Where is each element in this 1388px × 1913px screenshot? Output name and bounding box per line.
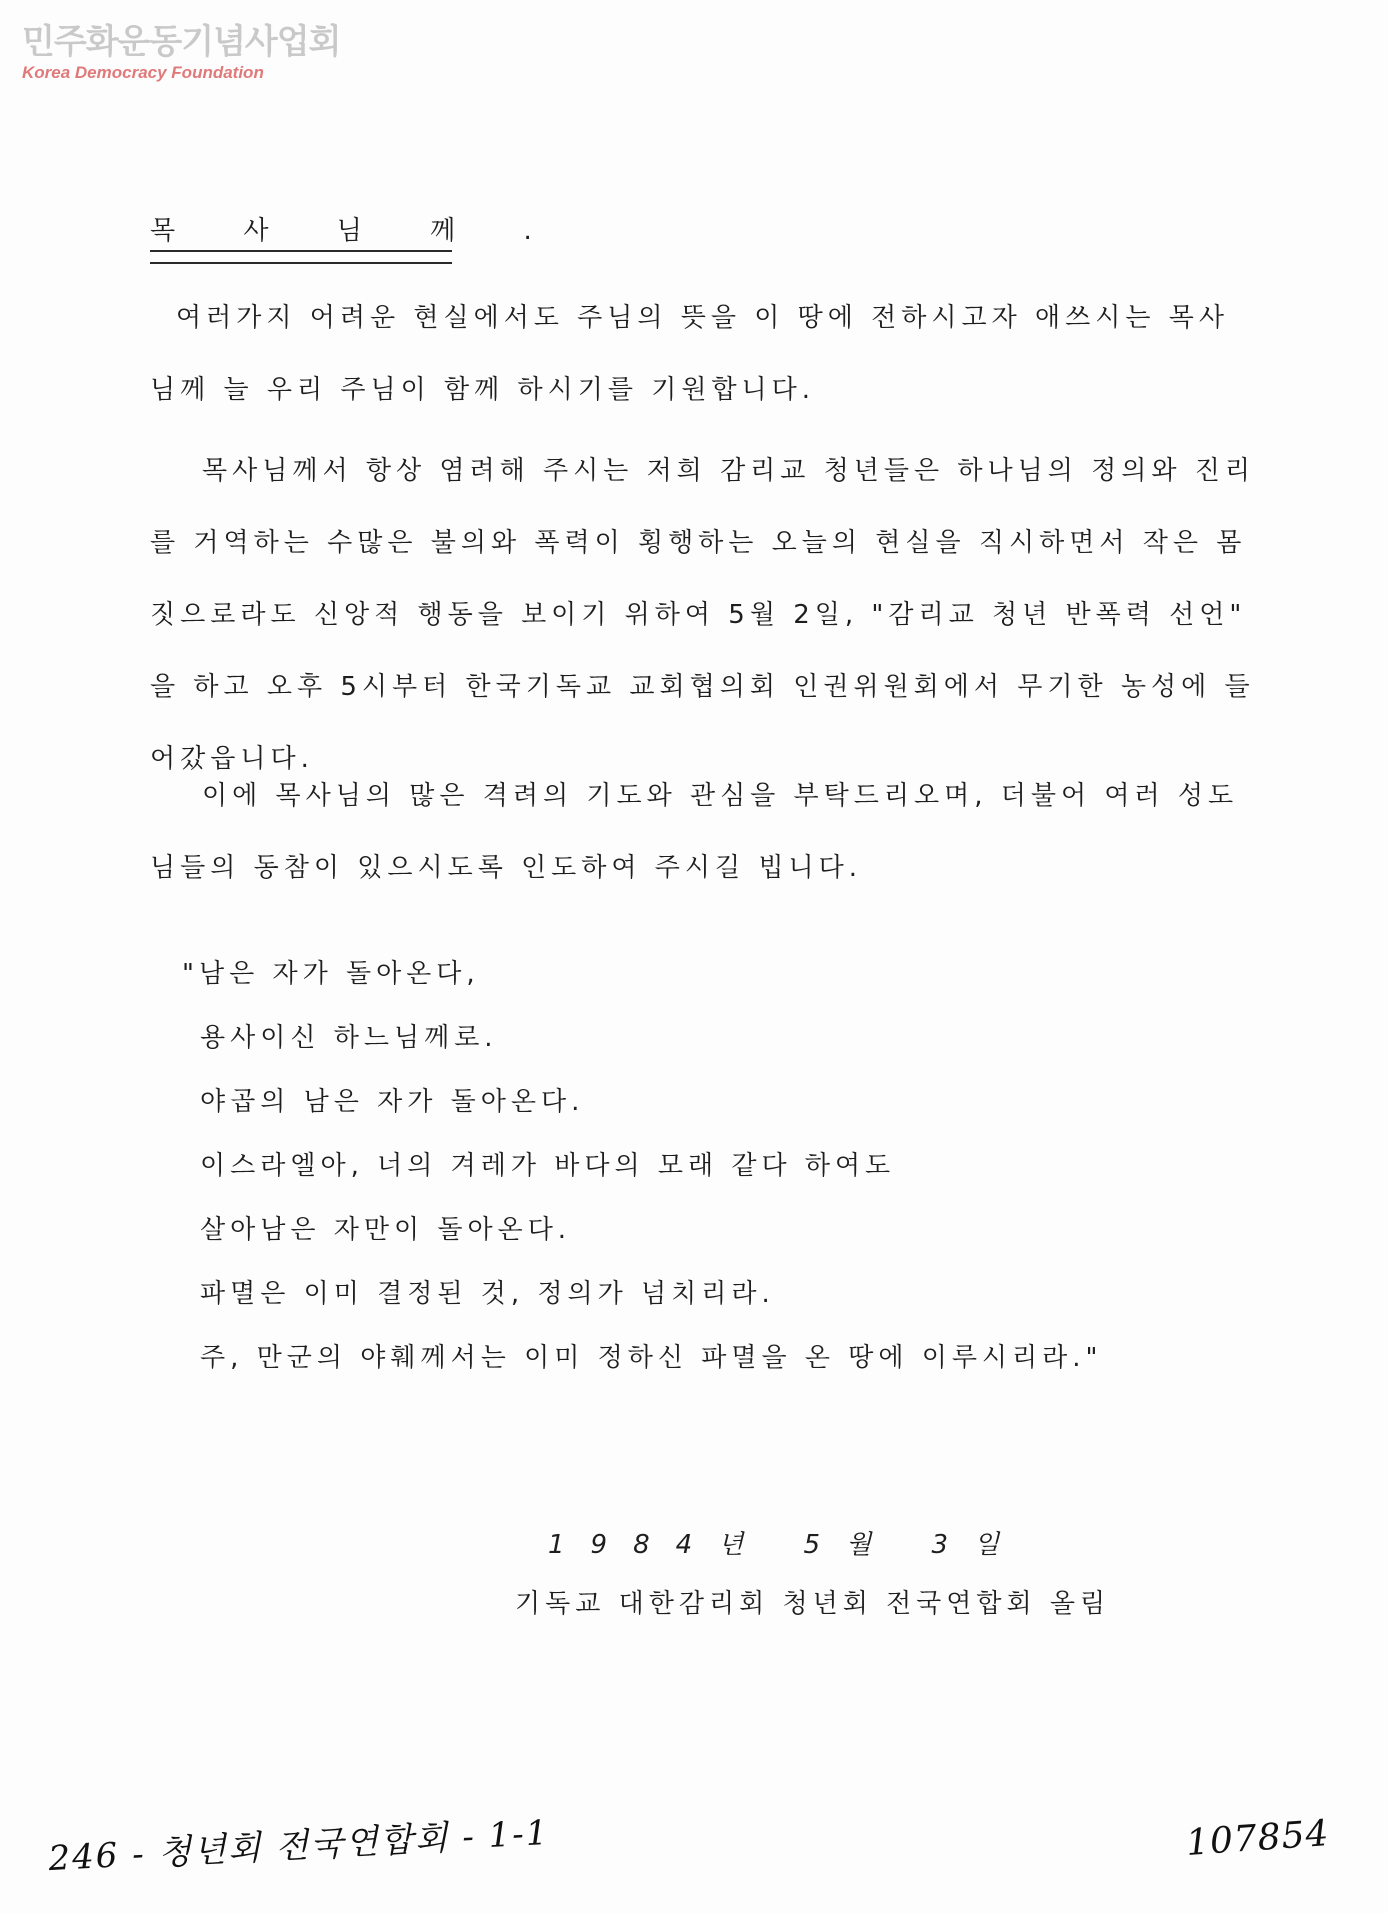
quote-line: 파멸은 이미 결정된 것, 정의가 넘치리라. bbox=[200, 1279, 775, 1309]
quote-line: 이스라엘아, 너의 겨레가 바다의 모래 같다 하여도 bbox=[200, 1151, 896, 1181]
letter-signature: 기독교 대한감리회 청년회 전국연합회 올림 bbox=[515, 1589, 1111, 1619]
quote-line: 살아남은 자만이 돌아온다. bbox=[200, 1215, 572, 1245]
paragraph-3 bbox=[150, 760, 1275, 904]
quote-line: "남은 자가 돌아온다, bbox=[182, 959, 480, 989]
paragraph-1 bbox=[150, 282, 1275, 426]
watermark-english: Korea Democracy Foundation bbox=[22, 63, 264, 82]
paragraph-line: 짓으로라도 신앙적 행동을 보이기 위하여 5월 2일, "감리교 청년 반폭력 선언" bbox=[150, 600, 1247, 630]
quote-line: 야곱의 남은 자가 돌아온다. bbox=[200, 1087, 585, 1117]
quote-line: 용사이신 하느님께로. bbox=[200, 1023, 498, 1053]
paragraph-line: 님께 늘 우리 주님이 함께 하시기를 기원합니다. bbox=[150, 375, 816, 405]
salutation: 목 사 님 께 . bbox=[150, 216, 562, 246]
paragraph-line: 를 거역하는 수많은 불의와 폭력이 횡행하는 오늘의 현실을 직시하면서 작은 몸 bbox=[150, 528, 1247, 558]
scripture-quote bbox=[182, 942, 1103, 1390]
paragraph-line: 여러가지 어려운 현실에서도 주님의 뜻을 이 땅에 전하시고자 애쓰시는 목사 bbox=[176, 303, 1229, 333]
salutation-underline bbox=[150, 250, 452, 264]
paragraph-line: 어갔읍니다. bbox=[150, 744, 314, 774]
paragraph-line: 을 하고 오후 5시부터 한국기독교 교회협의회 인권위원회에서 무기한 농성에 들 bbox=[150, 672, 1255, 702]
paragraph-line: 목사님께서 항상 염려해 주시는 저희 감리교 청년들은 하나님의 정의와 진리 bbox=[202, 456, 1255, 486]
paragraph-2 bbox=[150, 435, 1275, 795]
foundation-watermark bbox=[22, 22, 340, 84]
quote-line: 주, 만군의 야훼께서는 이미 정하신 파멸을 온 땅에 이루시리라." bbox=[200, 1343, 1103, 1373]
paragraph-line: 님들의 동참이 있으시도록 인도하여 주시길 빕니다. bbox=[150, 853, 863, 883]
watermark-korean: 민주화운동기념사업회 bbox=[22, 22, 341, 62]
paragraph-line: 이에 목사님의 많은 격려의 기도와 관심을 부탁드리오며, 더불어 여러 성도 bbox=[202, 781, 1239, 811]
letter-date: 1984년 5월 3일 bbox=[548, 1530, 1026, 1560]
archive-handwritten-note: 246 - 청년회 전국연합회 - 1-1 bbox=[47, 1812, 551, 1880]
archive-number: 107854 bbox=[1184, 1813, 1331, 1864]
